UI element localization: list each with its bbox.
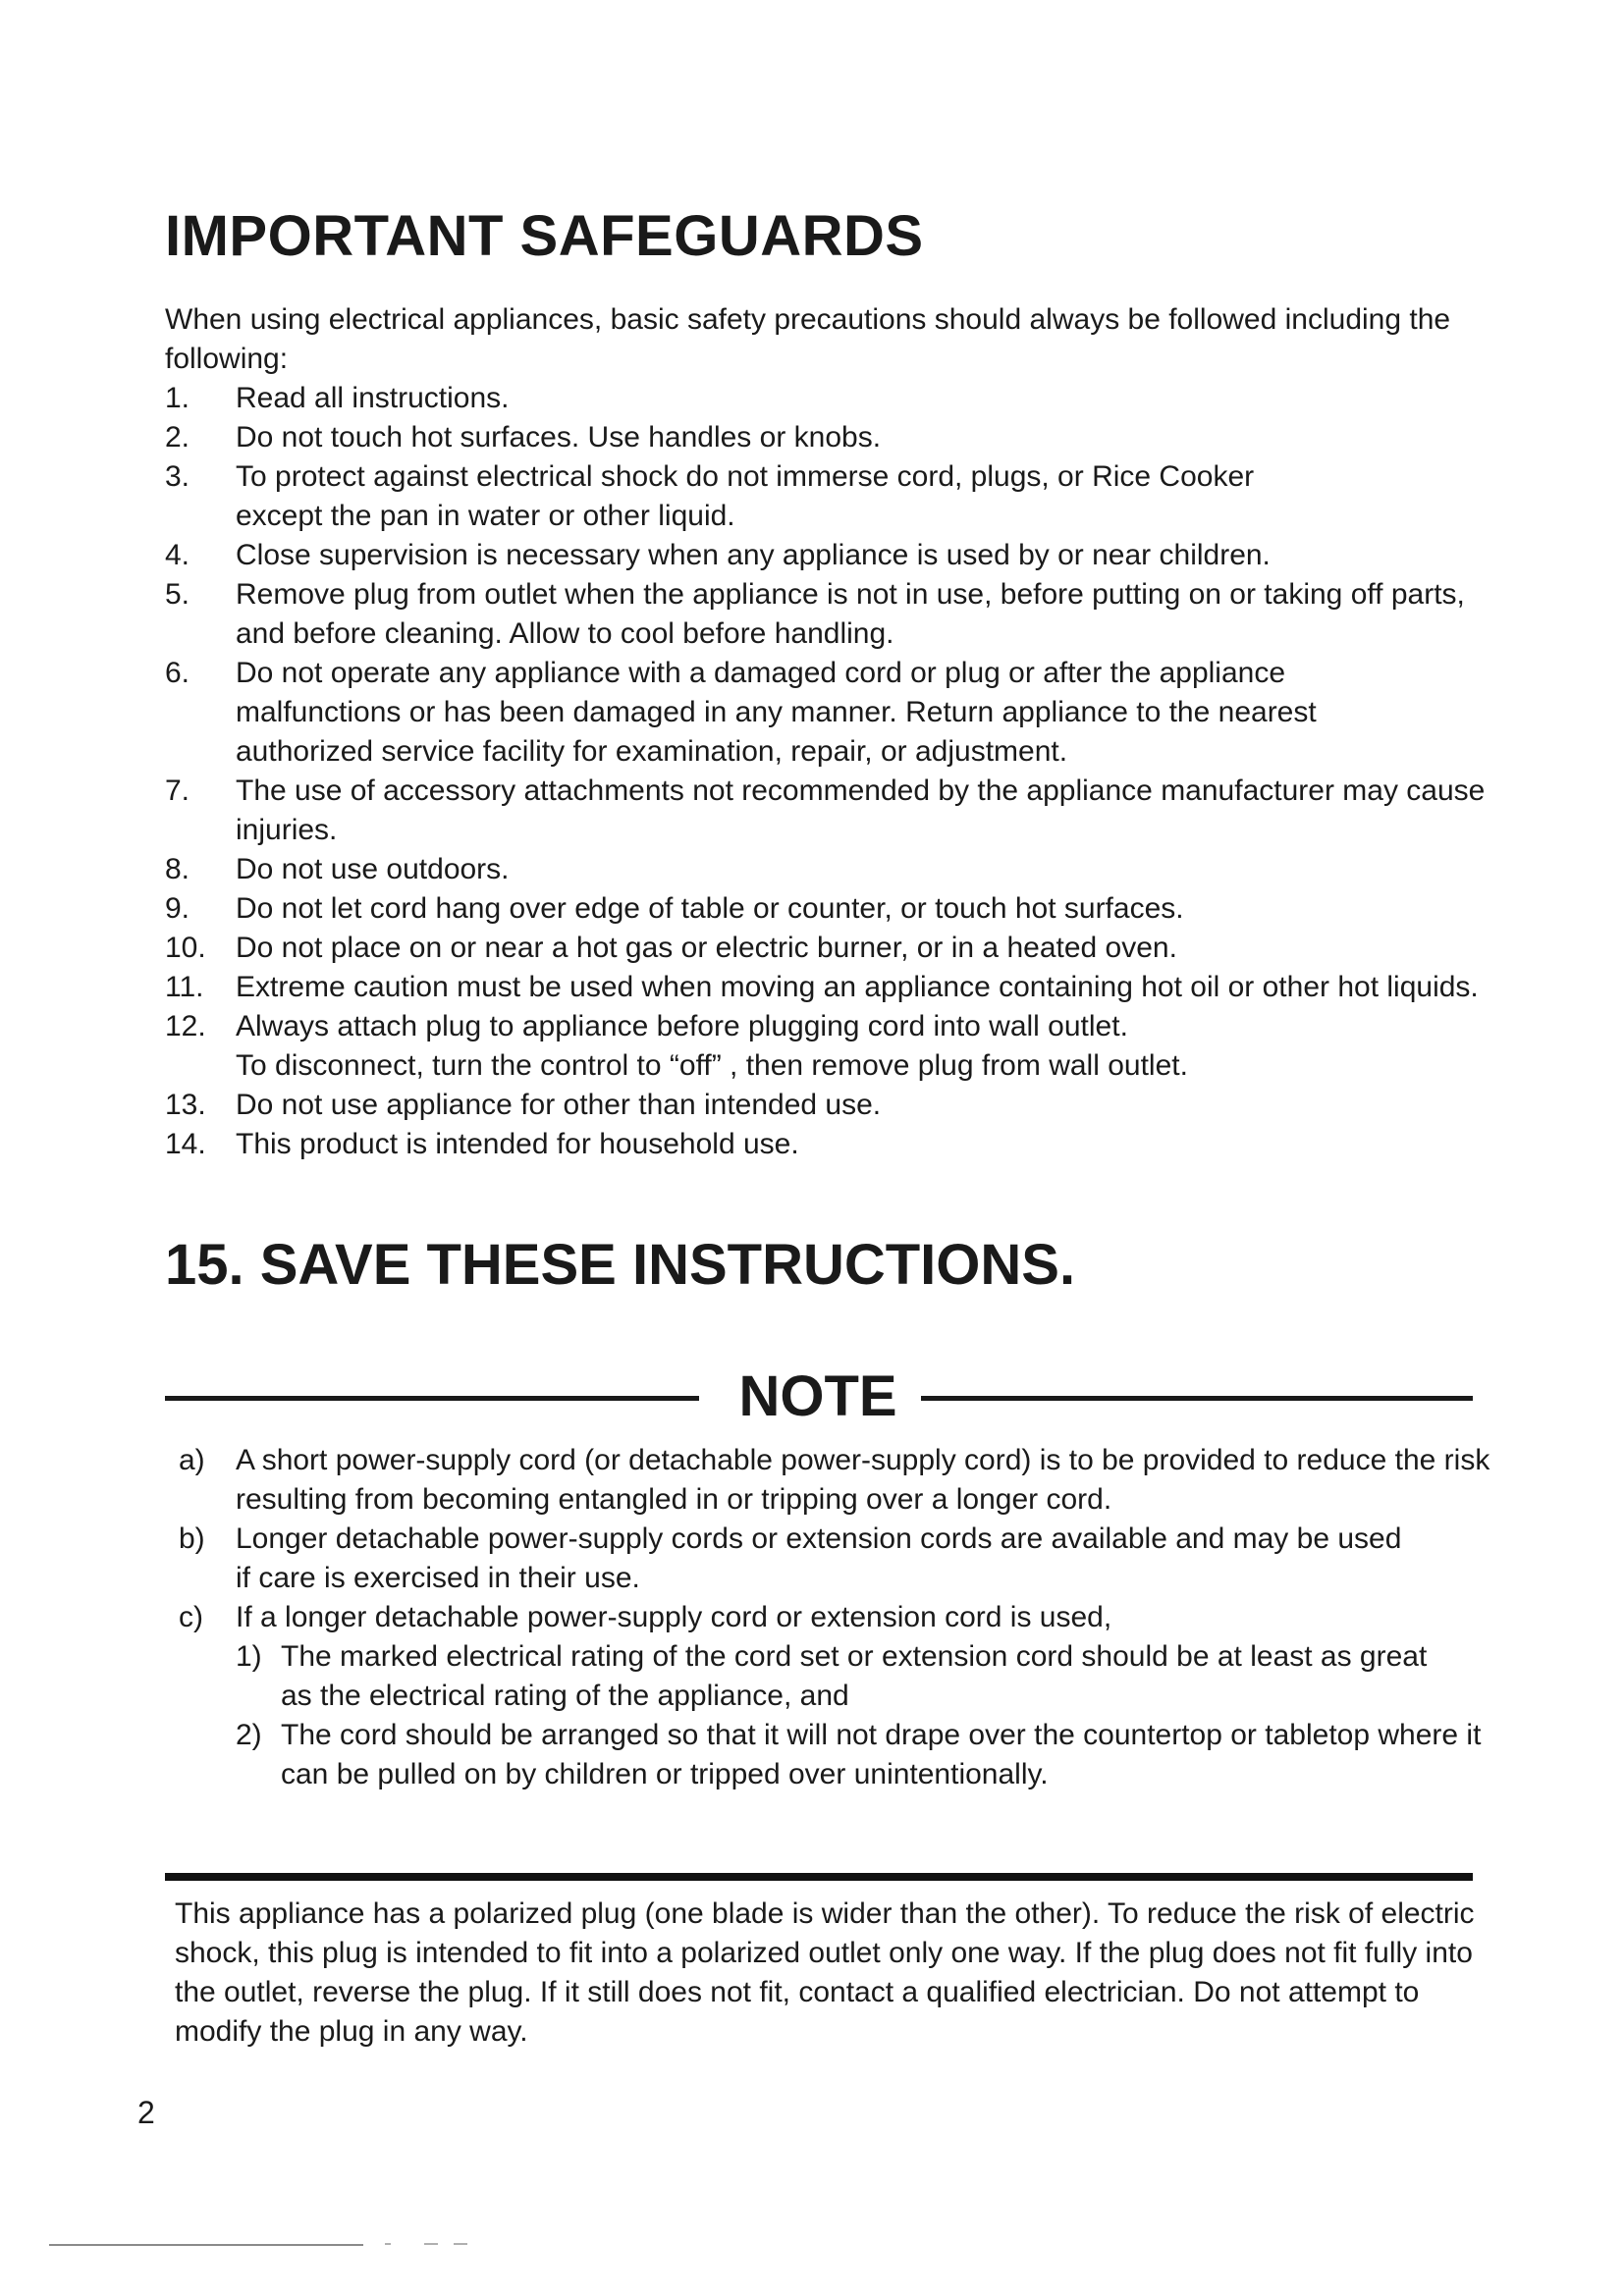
note-sub-list <box>236 1637 1500 1794</box>
note-divider-right <box>921 1396 1473 1401</box>
footer-mark <box>424 2243 438 2245</box>
note-subitem <box>236 1637 1449 1716</box>
item-letter: a) <box>179 1444 205 1476</box>
safeguard-item <box>165 1007 1500 1086</box>
item-text: Read all instructions. <box>236 382 510 414</box>
item-text: A short power-supply cord (or detachable power-supply cord) is to be provided to reduce the risk resulting from becoming entangled in or tripping over a longer cord. <box>236 1444 1490 1516</box>
safeguard-item <box>165 1086 1500 1125</box>
item-text: Always attach plug to appliance before plugging cord into wall outlet. <box>236 1010 1128 1042</box>
item-text: Do not let cord hang over edge of table or counter, or touch hot surfaces. <box>236 892 1184 925</box>
intro-paragraph: When using electrical appliances, basic safety precautions should always be followed including the following: <box>165 303 1451 375</box>
item-number: 9. <box>165 892 190 925</box>
item-number: 13. <box>165 1089 206 1121</box>
note-item <box>165 1598 1500 1794</box>
note-subitem <box>236 1716 1508 1794</box>
item-text: Remove plug from outlet when the appliance is not in use, before putting on or taking off parts, and before cleaning. Allow to cool before handling. <box>236 578 1465 650</box>
item-letter: c) <box>179 1601 203 1633</box>
item-number: 8. <box>165 853 190 885</box>
item-text: Do not place on or near a hot gas or electric burner, or in a heated oven. <box>236 932 1177 964</box>
section-divider <box>165 1873 1473 1881</box>
item-text: If a longer detachable power-supply cord or extension cord is used, <box>236 1601 1112 1633</box>
note-item <box>165 1441 1500 1520</box>
safeguard-item <box>165 379 1500 418</box>
note-list <box>165 1441 1500 1794</box>
safeguard-item <box>165 654 1443 772</box>
item-text: Do not touch hot surfaces. Use handles or knobs. <box>236 421 882 454</box>
item-text-continued: To disconnect, turn the control to “off” , then remove plug from wall outlet. <box>236 1049 1188 1082</box>
footer-mark <box>385 2243 391 2245</box>
item-number: 10. <box>165 932 206 964</box>
item-number: 11. <box>165 971 204 1003</box>
item-number: 7. <box>165 774 190 807</box>
item-text: Extreme caution must be used when moving an appliance containing hot oil or other hot liquids. <box>236 971 1479 1003</box>
safeguard-item <box>165 968 1500 1007</box>
subitem-text: The marked electrical rating of the cord set or extension cord should be at least as great as the electrical rating of the appliance, and <box>281 1640 1428 1712</box>
polarized-plug-notice: This appliance has a polarized plug (one blade is wider than the other). To reduce the risk of electric shock, this plug is intended to fit into a polarized outlet only one way. If the plug does not fit fully into the outlet, reverse the plug. If it still does not fit, contact a qualified electrician. Do not attempt to modify the plug in any way. <box>175 1897 1475 2048</box>
note-item <box>165 1520 1414 1598</box>
item-text: This product is intended for household use. <box>236 1128 799 1160</box>
footer-rule <box>49 2244 363 2246</box>
subitem-text: The cord should be arranged so that it will not drape over the countertop or tabletop where it can be pulled on by children or tripped over unintentionally. <box>281 1719 1482 1790</box>
item-number: 5. <box>165 578 190 611</box>
safeguard-item <box>165 418 1500 457</box>
safeguard-item <box>165 536 1500 575</box>
safeguard-item <box>165 772 1500 850</box>
note-header <box>165 1362 1473 1431</box>
item-text: Do not operate any appliance with a damaged cord or plug or after the appliance malfunctions or has been damaged in any manner. Return appliance to the nearest authorized service facility for examination, repair, or adjustment. <box>236 657 1317 768</box>
item-text: To protect against electrical shock do not immerse cord, plugs, or Rice Cooker except the pan in water or other liquid. <box>236 460 1255 532</box>
subitem-number: 2) <box>236 1719 262 1751</box>
page-number: 2 <box>137 2095 155 2130</box>
item-number: 6. <box>165 657 190 689</box>
item-number: 4. <box>165 539 190 571</box>
safeguard-item <box>165 929 1500 968</box>
page-title: IMPORTANT SAFEGUARDS <box>165 204 924 268</box>
item-number: 12. <box>165 1010 206 1042</box>
item-text: The use of accessory attachments not recommended by the appliance manufacturer may cause injuries. <box>236 774 1486 846</box>
item-text: Do not use appliance for other than intended use. <box>236 1089 882 1121</box>
footer-mark <box>454 2243 467 2245</box>
item-letter: b) <box>179 1522 205 1555</box>
item-number: 1. <box>165 382 190 414</box>
note-divider-left <box>165 1396 699 1401</box>
safeguard-item <box>165 457 1296 536</box>
save-instructions-heading: 15. SAVE THESE INSTRUCTIONS. <box>165 1233 1076 1297</box>
note-title: NOTE <box>738 1364 897 1428</box>
safeguard-item <box>165 850 1500 889</box>
item-number: 3. <box>165 460 190 493</box>
item-text: Longer detachable power-supply cords or extension cords are available and may be used if care is exercised in their use. <box>236 1522 1402 1594</box>
safeguards-list <box>165 379 1500 1164</box>
subitem-number: 1) <box>236 1640 262 1673</box>
safeguard-item <box>165 1125 1500 1164</box>
safeguard-item <box>165 889 1500 929</box>
item-text: Do not use outdoors. <box>236 853 510 885</box>
item-number: 2. <box>165 421 190 454</box>
item-number: 14. <box>165 1128 206 1160</box>
safeguard-item <box>165 575 1500 654</box>
item-text: Close supervision is necessary when any appliance is used by or near children. <box>236 539 1271 571</box>
